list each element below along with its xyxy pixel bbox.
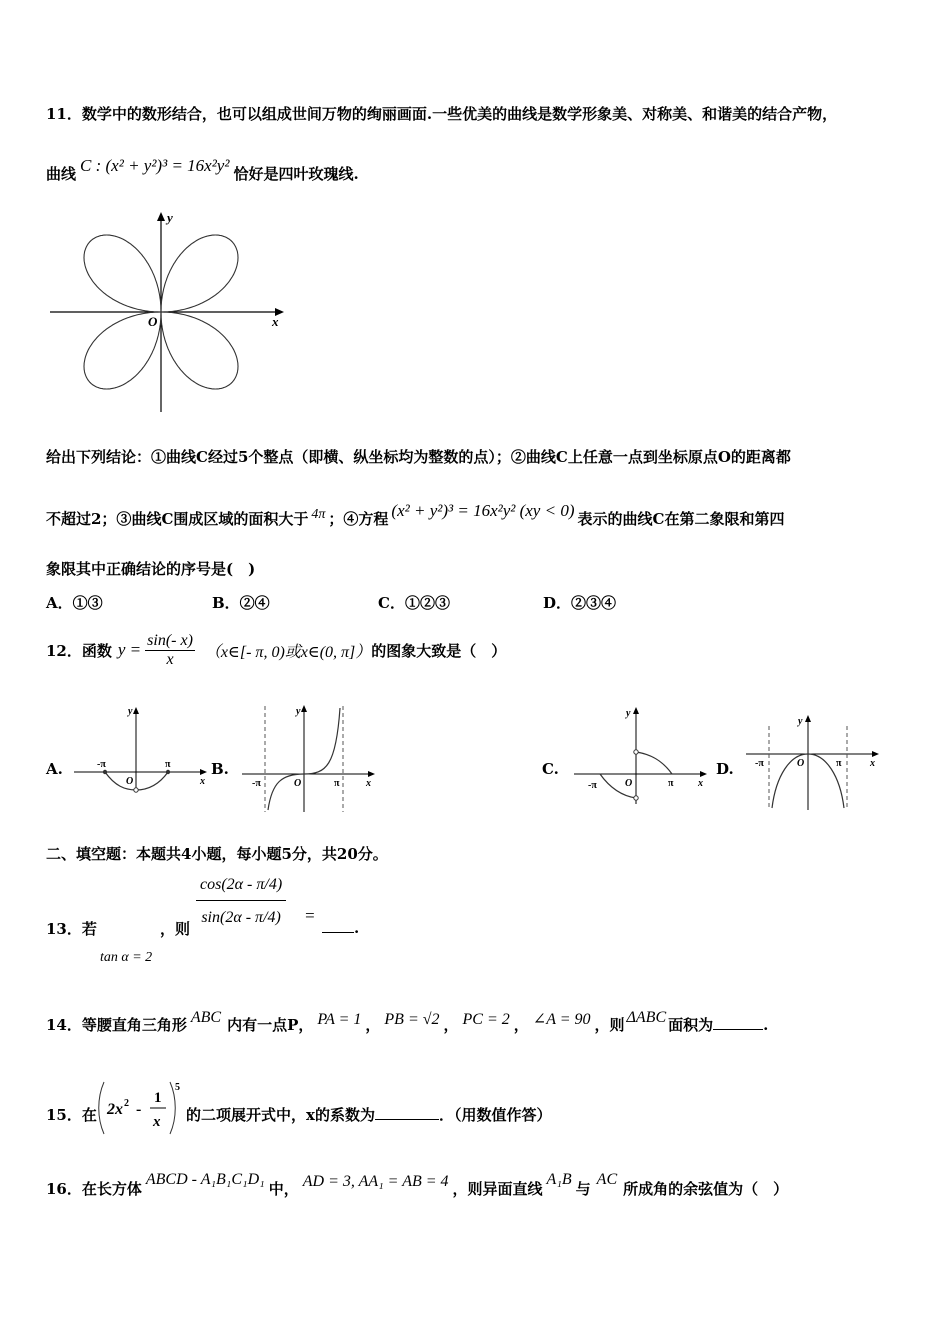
four-leaf-rose-figure — [48, 208, 288, 414]
q15-binomial — [96, 1078, 184, 1138]
label-y: y — [798, 716, 803, 727]
frac-num: 1 — [154, 1090, 162, 1106]
origin-label: O — [148, 314, 158, 329]
q12-graph-d — [742, 712, 882, 812]
x-axis-label: x — [272, 314, 279, 329]
label-o: O — [294, 778, 302, 789]
q14-suffix: 面积为 — [668, 1016, 714, 1034]
q11-line4-post: 表示的曲线C在第二象限和第四 — [577, 510, 785, 528]
q11-line5: 象限其中正确结论的序号是( ) — [46, 560, 256, 578]
q14-stem: 14．等腰直角三角形 ABC 内有一点P， PA = 1 ， PB = √2 ， PC = 2 ， ∠A = 90 ，则 ΔABC 面积为 . — [46, 1009, 769, 1034]
label-x: x — [698, 778, 703, 789]
q13-prefix: 13．若 — [46, 920, 97, 938]
q12-graph-b — [238, 702, 378, 814]
axis-x-arrow — [700, 771, 707, 777]
label-x: x — [870, 758, 875, 769]
q11-line4-mid: ；④方程 — [328, 510, 389, 528]
label-neg-pi: -π — [588, 780, 597, 791]
label-pi: π — [836, 758, 842, 769]
label-o: O — [797, 758, 805, 769]
q11-formula: C : (x² + y²)³ = 16x²y² — [80, 156, 230, 175]
label-neg-pi: -π — [252, 778, 261, 789]
q14-mid1: 内有一点P， — [227, 1016, 314, 1034]
q12-graph-c — [570, 704, 710, 806]
q15-answer-blank[interactable] — [375, 1105, 439, 1120]
q16-cond: AD = 3, AA₁ = AB = 4 — [302, 1173, 449, 1190]
label-y: y — [128, 706, 133, 717]
q12-func-frac — [145, 632, 195, 669]
y-axis-label: y — [167, 210, 173, 225]
endpoint — [103, 770, 107, 774]
q11-line3: 给出下列结论：①曲线C经过5个整点（即横、纵坐标均为整数的点）；②曲线C上任意一点到坐标原点O的距离都 — [46, 448, 791, 466]
axis-y-arrow — [301, 705, 307, 712]
q11-option-b: B．②④ — [212, 594, 270, 612]
q16-stem — [46, 1171, 789, 1199]
q12-label-d: D. — [716, 760, 734, 778]
q11-line4 — [46, 501, 785, 529]
q11-formula2: (x² + y²)³ = 16x²y² (xy < 0) — [391, 501, 575, 520]
q16-line2: AC — [596, 1171, 618, 1188]
q12-graph-a — [70, 704, 210, 794]
q16-suffix: 所成角的余弦值为（ ） — [623, 1180, 789, 1198]
label-y: y — [296, 706, 301, 717]
q15-suffix-row — [186, 1104, 551, 1125]
term-2x2: 2x — [107, 1101, 123, 1118]
section2-heading: 二、填空题：本题共4小题，每小题5分，共20分。 — [46, 845, 388, 863]
q11-option-c: C．①②③ — [378, 594, 450, 612]
q11-option-d: D．②③④ — [543, 594, 617, 612]
q14-pb: PB = √2 — [384, 1011, 440, 1028]
q14-tri: ABC — [190, 1009, 222, 1026]
q16-prefix: 16．在长方体 — [46, 1180, 142, 1198]
axis-x-arrow — [872, 751, 879, 757]
axis-y-arrow — [133, 707, 139, 714]
label-pi: π — [165, 759, 171, 770]
label-y: y — [626, 708, 631, 719]
label-x: x — [366, 778, 371, 789]
label-x: x — [200, 776, 205, 787]
q11-option-a: A．①③ — [46, 594, 103, 612]
label-pi: π — [334, 778, 340, 789]
exp-2: 2 — [124, 1098, 129, 1109]
label-neg-pi: -π — [755, 758, 764, 769]
q14-answer-blank[interactable] — [713, 1015, 763, 1030]
q16-line1: A₁B — [546, 1171, 572, 1188]
q11-line2-post: 恰好是四叶玫瑰线. — [233, 165, 359, 183]
q14-prefix: 14．等腰直角三角形 — [46, 1016, 187, 1034]
q13-den: sin(2α - π/4) — [201, 909, 281, 926]
open-point — [134, 788, 138, 792]
q13-answer-blank[interactable] — [322, 918, 354, 933]
q16-mid: 中， — [268, 1180, 299, 1198]
exp-5: 5 — [175, 1082, 180, 1093]
q11-line2-pre: 曲线 — [46, 165, 77, 183]
open-point — [634, 796, 638, 800]
q12-prefix: 12．函数 — [46, 641, 112, 660]
q13-fraction — [196, 872, 286, 929]
label-neg-pi: -π — [97, 759, 106, 770]
q11-line1: 11．数学中的数形结合，也可以组成世间万物的绚丽画面.一些优美的曲线是数学形象美、对称美、和谐美的结合产物， — [46, 105, 838, 123]
axis-x-arrow — [368, 771, 375, 777]
q12-label-b: B. — [211, 760, 229, 778]
label-o: O — [625, 778, 633, 789]
q15-suffix: 的二项展开式中，x的系数为 — [186, 1106, 375, 1124]
q16-mid2: ，则异面直线 — [452, 1180, 543, 1198]
minus: - — [136, 1101, 142, 1118]
y-axis-arrow — [157, 212, 165, 221]
axis-y-arrow — [633, 707, 639, 714]
endpoint — [166, 770, 170, 774]
q12-label-a: A. — [46, 760, 63, 778]
q16-with: 与 — [575, 1180, 591, 1198]
q13-condition: tan α = 2 — [100, 950, 153, 965]
q13-answer — [322, 918, 359, 937]
axis-y-arrow — [805, 715, 811, 722]
q14-angle: ∠A = 90 — [532, 1011, 591, 1028]
q15-prefix: 15．在 — [46, 1106, 97, 1124]
label-o: O — [126, 776, 134, 787]
q12-stem — [46, 622, 506, 678]
q11-line2 — [46, 156, 359, 184]
label-pi: π — [668, 778, 674, 789]
area-value: 4π — [311, 507, 326, 522]
curve-right — [636, 752, 672, 774]
q14-delta: ΔABC — [626, 1009, 667, 1026]
q12-func-lhs: y = — [117, 640, 142, 659]
q14-pc: PC = 2 — [462, 1011, 510, 1028]
q12-suffix: 的图象大致是（ ） — [371, 641, 507, 660]
q16-box: ABCD - A₁B₁C₁D₁ — [145, 1171, 265, 1188]
paren-left — [99, 1082, 104, 1134]
q12-func-den: x — [166, 650, 174, 668]
q13-eq: = — [304, 906, 316, 925]
q12-domain: （x∈[- π, 0)或x∈(0, π]） — [204, 643, 372, 661]
q13-end: . — [354, 919, 360, 937]
q11-line4-pre: 不超过2；③曲线C围成区域的面积大于 — [46, 510, 309, 528]
q12-label-c: C. — [542, 760, 559, 778]
q14-end: . — [763, 1016, 769, 1034]
frac-den: x — [153, 1114, 161, 1130]
q14-mid2: ，则 — [594, 1016, 625, 1034]
q13-num: cos(2α - π/4) — [196, 872, 286, 901]
q15-end: ．（用数值作答） — [438, 1106, 552, 1124]
q13-mid: ，则 — [160, 920, 191, 938]
open-point — [634, 750, 638, 754]
q12-func-num: sin(- x) — [147, 631, 193, 649]
q14-pa: PA = 1 — [317, 1011, 362, 1028]
axis-x-arrow — [200, 769, 207, 775]
